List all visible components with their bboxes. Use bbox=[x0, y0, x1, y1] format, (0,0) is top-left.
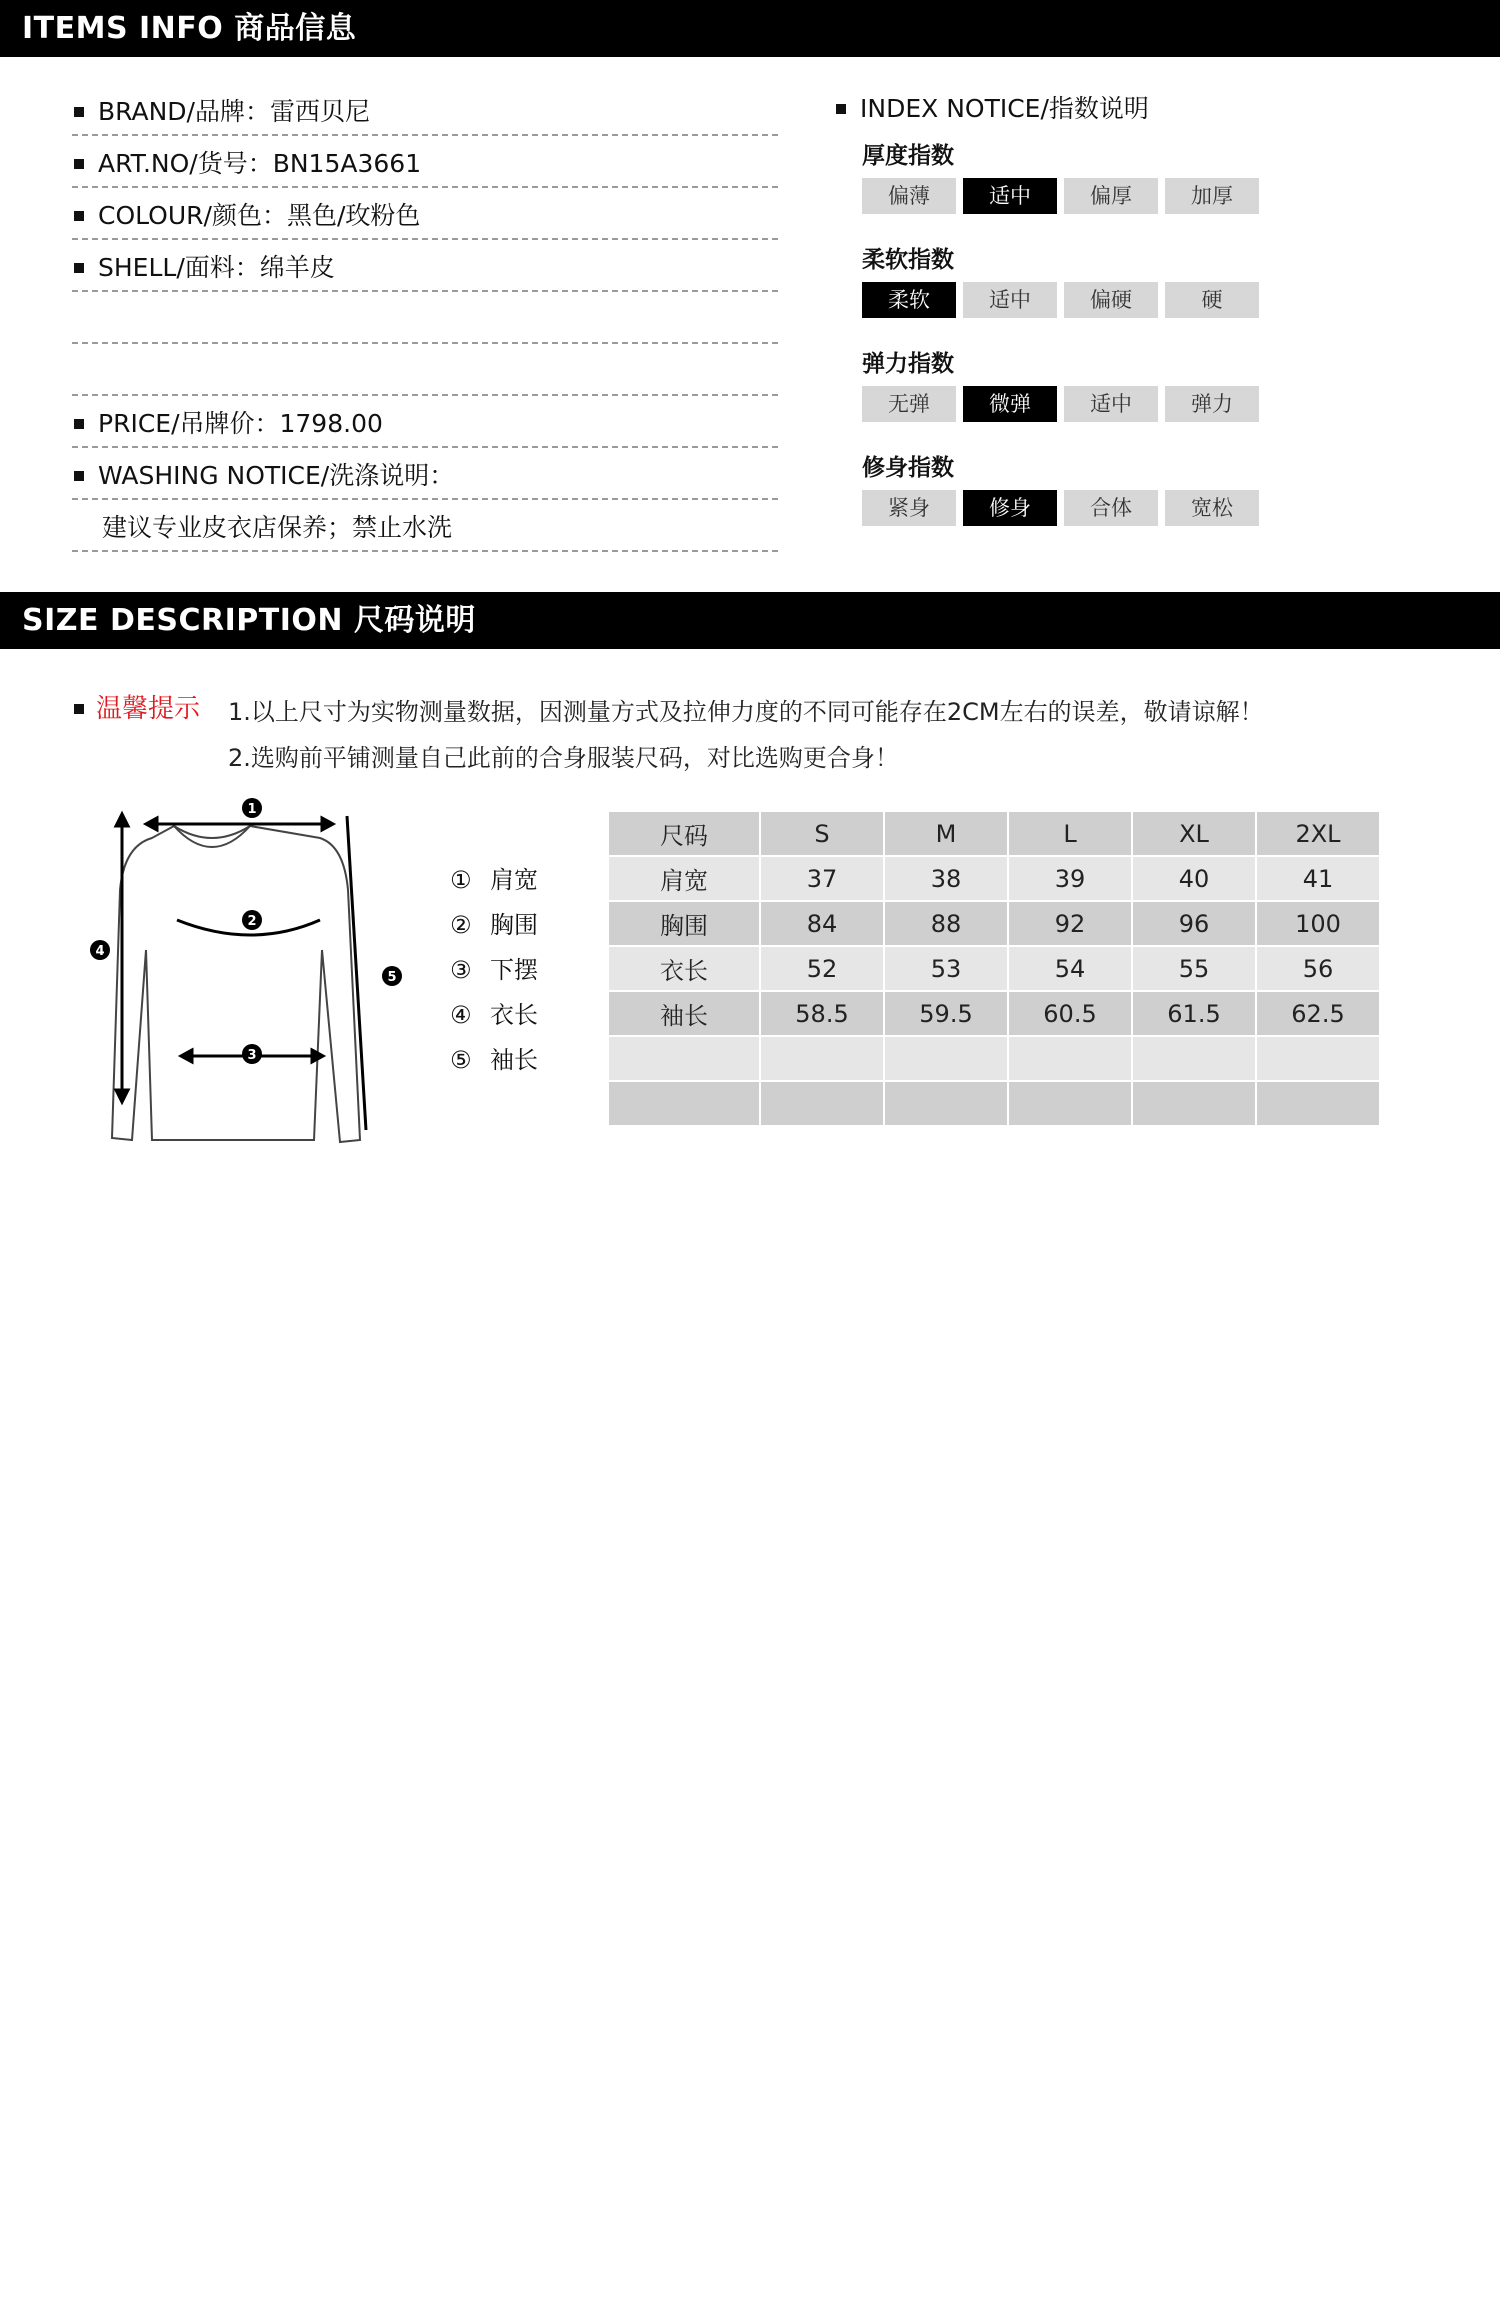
index-option: 无弹 bbox=[862, 386, 956, 422]
table-cell: 60.5 bbox=[1009, 992, 1131, 1035]
bullet-icon bbox=[74, 211, 84, 221]
table-row bbox=[609, 902, 1379, 945]
table-cell bbox=[1133, 1082, 1255, 1125]
table-row bbox=[609, 1037, 1379, 1080]
index-option: 合体 bbox=[1064, 490, 1158, 526]
table-row bbox=[609, 992, 1379, 1035]
table-cell bbox=[761, 1082, 883, 1125]
table-cell: 41 bbox=[1257, 857, 1379, 900]
shell-text: SHELL/面料：绵羊皮 bbox=[98, 253, 335, 282]
table-header-cell: XL bbox=[1133, 812, 1255, 855]
bullet-icon bbox=[74, 107, 84, 117]
table-cell bbox=[1009, 1037, 1131, 1080]
legend-item: ② 胸围 bbox=[450, 911, 538, 939]
bullet-icon bbox=[74, 471, 84, 481]
table-cell bbox=[885, 1082, 1007, 1125]
legend-item: ③ 下摆 bbox=[450, 956, 538, 984]
index-option: 偏厚 bbox=[1064, 178, 1158, 214]
table-header-cell: S bbox=[761, 812, 883, 855]
table-cell: 100 bbox=[1257, 902, 1379, 945]
index-options bbox=[862, 282, 1336, 320]
bullet-icon bbox=[836, 104, 846, 114]
info-empty-row bbox=[72, 292, 778, 344]
tip-line-2: 2.选购前平铺测量自己此前的合身服装尺码，对比选购更合身！ bbox=[228, 744, 899, 772]
info-empty-row bbox=[72, 344, 778, 396]
index-group bbox=[862, 446, 1336, 528]
tips-heading: 温馨提示 bbox=[96, 694, 201, 724]
index-group-label: 修身指数 bbox=[862, 455, 954, 481]
size-description-header: SIZE DESCRIPTION 尺码说明 bbox=[0, 592, 1500, 649]
index-option: 宽松 bbox=[1165, 490, 1259, 526]
marker-5-label: 5 bbox=[387, 970, 397, 985]
colour-text: COLOUR/颜色：黑色/玫粉色 bbox=[98, 201, 421, 230]
marker-3-label: 3 bbox=[247, 1048, 257, 1063]
index-option: 偏薄 bbox=[862, 178, 956, 214]
legend-item: ④ 衣长 bbox=[450, 1001, 538, 1029]
marker-1-label: 1 bbox=[247, 802, 257, 817]
bullet-icon bbox=[74, 704, 84, 714]
index-option: 柔软 bbox=[862, 282, 956, 318]
index-group bbox=[862, 134, 1336, 216]
table-cell: 40 bbox=[1133, 857, 1255, 900]
table-cell bbox=[609, 1037, 759, 1080]
info-washing-row bbox=[72, 448, 778, 500]
index-groups bbox=[836, 134, 1336, 528]
garment-sketch-icon bbox=[82, 790, 412, 1150]
index-title-text: INDEX NOTICE/指数说明 bbox=[860, 94, 1149, 123]
price-text: PRICE/吊牌价：1798.00 bbox=[98, 409, 383, 438]
table-cell bbox=[1257, 1037, 1379, 1080]
table-row bbox=[609, 857, 1379, 900]
bullet-icon bbox=[74, 159, 84, 169]
legend-item: ⑤ 袖长 bbox=[450, 1046, 538, 1074]
tips bbox=[72, 688, 1264, 772]
bullet-icon bbox=[74, 419, 84, 429]
washing-text: WASHING NOTICE/洗涤说明： bbox=[98, 461, 455, 490]
table-cell: 38 bbox=[885, 857, 1007, 900]
index-group-label: 柔软指数 bbox=[862, 247, 954, 273]
index-options bbox=[862, 178, 1336, 216]
table-cell: 39 bbox=[1009, 857, 1131, 900]
size-table bbox=[607, 810, 1381, 1127]
table-cell: 胸围 bbox=[609, 902, 759, 945]
table-cell: 袖长 bbox=[609, 992, 759, 1035]
items-info-header: ITEMS INFO 商品信息 bbox=[0, 0, 1500, 57]
brand-text: BRAND/品牌：雷西贝尼 bbox=[98, 97, 370, 126]
table-cell: 52 bbox=[761, 947, 883, 990]
table-header-row bbox=[609, 812, 1379, 855]
table-cell: 58.5 bbox=[761, 992, 883, 1035]
table-cell bbox=[761, 1037, 883, 1080]
info-shell-row bbox=[72, 240, 778, 292]
washing-detail-text: 建议专业皮衣店保养；禁止水洗 bbox=[102, 513, 453, 542]
index-group bbox=[862, 342, 1336, 424]
index-option: 适中 bbox=[1064, 386, 1158, 422]
index-option: 加厚 bbox=[1165, 178, 1259, 214]
table-header-cell: 2XL bbox=[1257, 812, 1379, 855]
index-notice bbox=[836, 84, 1336, 550]
index-option: 适中 bbox=[963, 282, 1057, 318]
table-cell: 37 bbox=[761, 857, 883, 900]
tip-line-1: 1.以上尺寸为实物测量数据，因测量方式及拉伸力度的不同可能存在2CM左右的误差，敬请谅解！ bbox=[228, 698, 1264, 726]
measurement-legend bbox=[450, 858, 538, 1083]
table-row bbox=[609, 1082, 1379, 1125]
marker-4-label: 4 bbox=[95, 944, 105, 959]
table-cell: 衣长 bbox=[609, 947, 759, 990]
info-brand-row bbox=[72, 84, 778, 136]
table-cell: 56 bbox=[1257, 947, 1379, 990]
table-cell bbox=[1133, 1037, 1255, 1080]
index-option: 紧身 bbox=[862, 490, 956, 526]
index-group bbox=[862, 238, 1336, 320]
bullet-icon bbox=[74, 263, 84, 273]
table-cell: 61.5 bbox=[1133, 992, 1255, 1035]
index-group-label: 弹力指数 bbox=[862, 351, 954, 377]
table-cell: 92 bbox=[1009, 902, 1131, 945]
table-header-cell: 尺码 bbox=[609, 812, 759, 855]
table-cell bbox=[885, 1037, 1007, 1080]
index-option: 适中 bbox=[963, 178, 1057, 214]
table-cell bbox=[1257, 1082, 1379, 1125]
table-cell: 84 bbox=[761, 902, 883, 945]
info-artno-row bbox=[72, 136, 778, 188]
index-option: 硬 bbox=[1165, 282, 1259, 318]
index-option: 偏硬 bbox=[1064, 282, 1158, 318]
index-option: 修身 bbox=[963, 490, 1057, 526]
index-title bbox=[836, 84, 1336, 134]
index-options bbox=[862, 386, 1336, 424]
table-cell: 96 bbox=[1133, 902, 1255, 945]
table-cell: 88 bbox=[885, 902, 1007, 945]
table-cell: 55 bbox=[1133, 947, 1255, 990]
table-cell: 肩宽 bbox=[609, 857, 759, 900]
table-cell bbox=[609, 1082, 759, 1125]
info-washing-detail-row bbox=[72, 500, 778, 552]
garment-diagram bbox=[82, 790, 412, 1150]
legend-item: ① 肩宽 bbox=[450, 866, 538, 894]
table-cell: 59.5 bbox=[885, 992, 1007, 1035]
index-option: 弹力 bbox=[1165, 386, 1259, 422]
info-list bbox=[72, 84, 778, 552]
table-header-cell: M bbox=[885, 812, 1007, 855]
marker-2-label: 2 bbox=[247, 914, 257, 929]
table-cell: 62.5 bbox=[1257, 992, 1379, 1035]
index-group-label: 厚度指数 bbox=[862, 143, 954, 169]
info-colour-row bbox=[72, 188, 778, 240]
table-cell: 53 bbox=[885, 947, 1007, 990]
info-price-row bbox=[72, 396, 778, 448]
index-option: 微弹 bbox=[963, 386, 1057, 422]
table-cell bbox=[1009, 1082, 1131, 1125]
table-row bbox=[609, 947, 1379, 990]
table-header-cell: L bbox=[1009, 812, 1131, 855]
table-cell: 54 bbox=[1009, 947, 1131, 990]
artno-text: ART.NO/货号：BN15A3661 bbox=[98, 149, 422, 178]
index-options bbox=[862, 490, 1336, 528]
